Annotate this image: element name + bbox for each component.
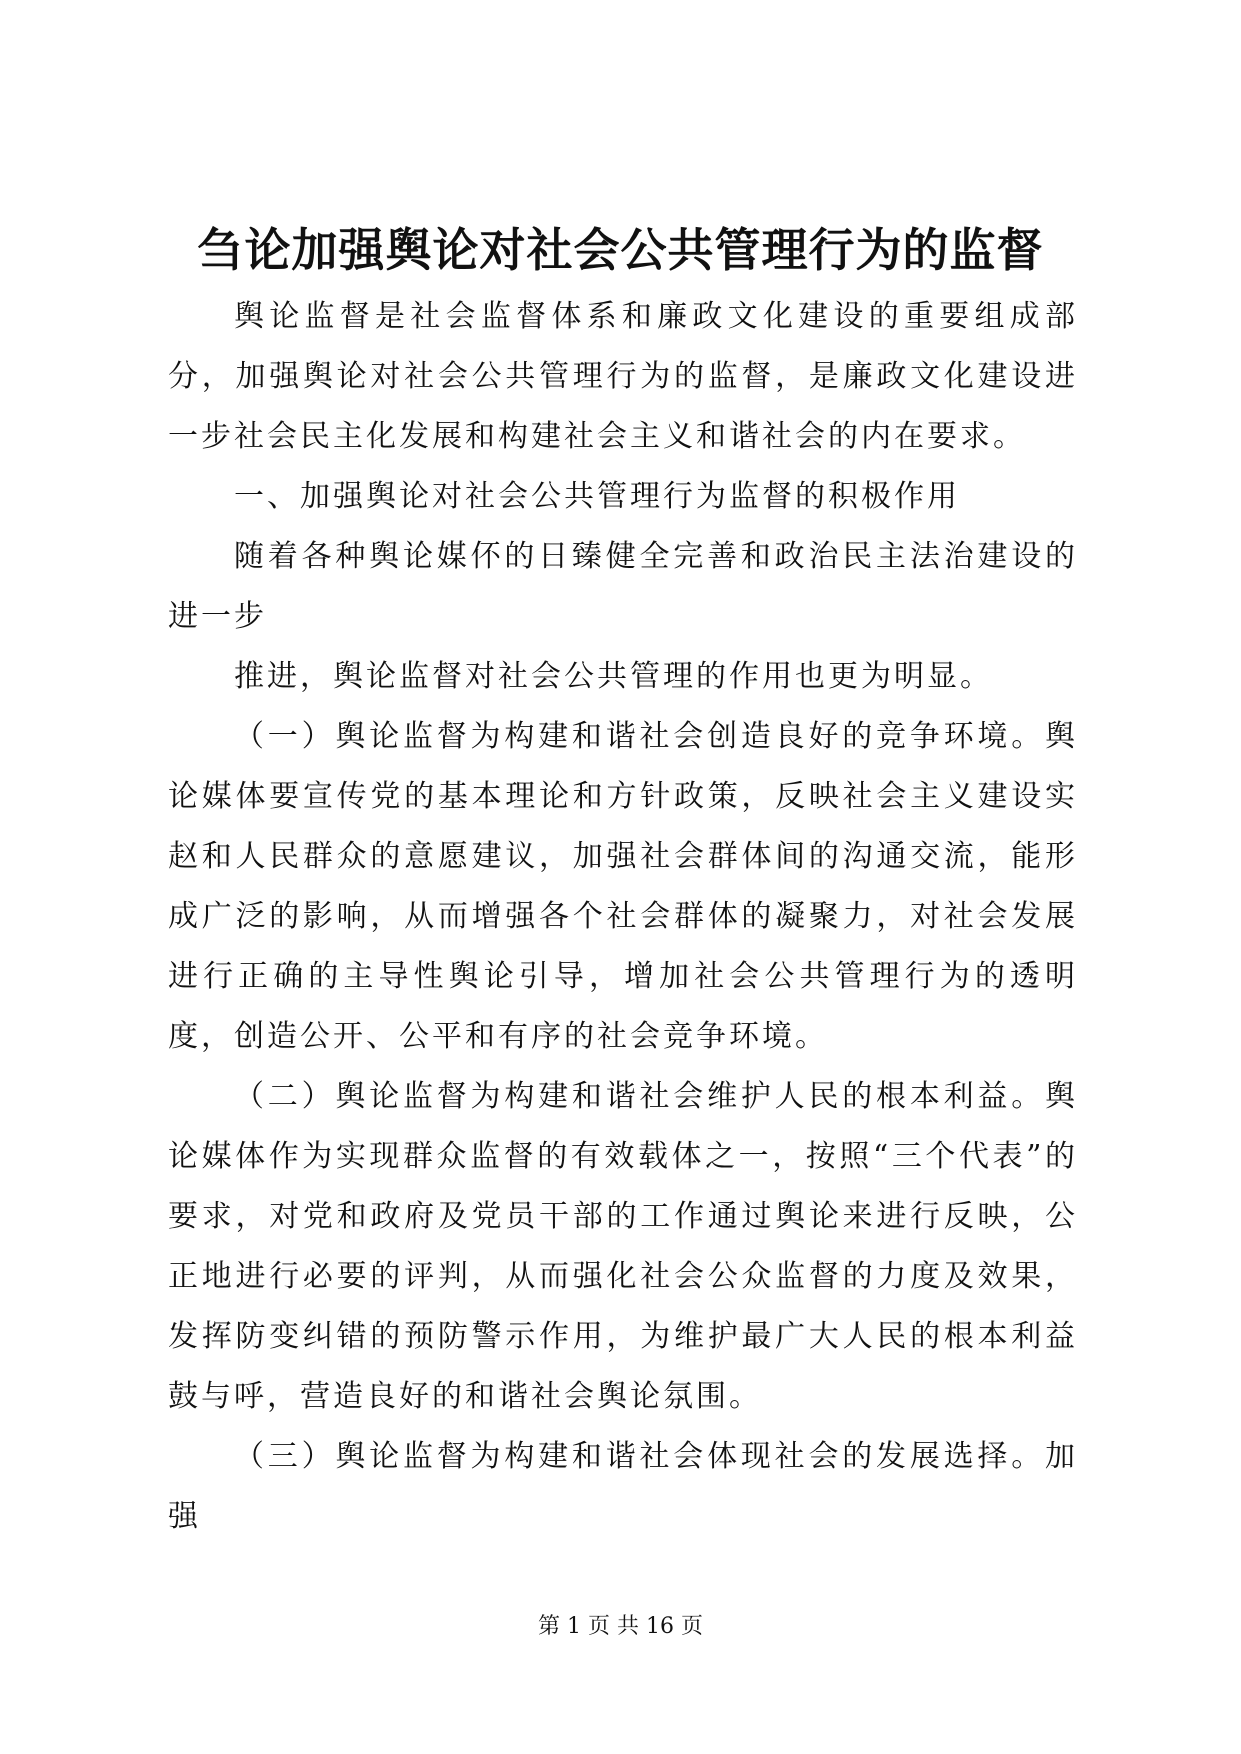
page-number-footer: 第 1 页 共 16 页: [538, 1614, 703, 1639]
document-body: [168, 287, 1078, 1547]
paragraph-point-3: （三）舆论监督为构建和谐社会体现社会的发展选择。加强: [168, 1439, 1078, 1534]
paragraph-intro: 舆论监督是社会监督体系和廉政文化建设的重要组成部分，加强舆论对社会公共管理行为的监督，是廉政文化建设进一步社会民主化发展和构建社会主义和谐社会的内在要求。: [168, 299, 1078, 454]
paragraph-point-2: （二）舆论监督为构建和谐社会维护人民的根本利益。舆论媒体作为实现群众监督的有效载体之一，按照“三个代表”的要求，对党和政府及党员干部的工作通过舆论来进行反映，公正地进行必要的评判，从而强化社会公众监督的力度及效果，发挥防变纠错的预防警示作用，为维护最广大人民的根本利益鼓与呼，营造良好的和谐社会舆论氛围。: [168, 1079, 1078, 1414]
section-heading-1: 一、加强舆论对社会公共管理行为监督的积极作用: [234, 479, 960, 514]
paragraph-media-development: 随着各种舆论媒伓的日臻健全完善和政治民主法治建设的进一步: [168, 539, 1078, 634]
paragraph-point-1: （一）舆论监督为构建和谐社会创造良好的竞争环境。舆论媒体要宣传党的基本理论和方针政策，反映社会主义建设实赵和人民群众的意愿建议，加强社会群体间的沟通交流，能形成广泛的影响，从而增强各个社会群体的凝聚力，对社会发展进行正确的主导性舆论引导，增加社会公共管理行为的透明度，创造公开、公平和有序的社会竞争环境。: [168, 719, 1078, 1054]
document-title: 刍论加强舆论对社会公共管理行为的监督: [197, 223, 1044, 277]
paragraph-continuation: 推进，舆论监督对社会公共管理的作用也更为明显。: [234, 659, 993, 694]
